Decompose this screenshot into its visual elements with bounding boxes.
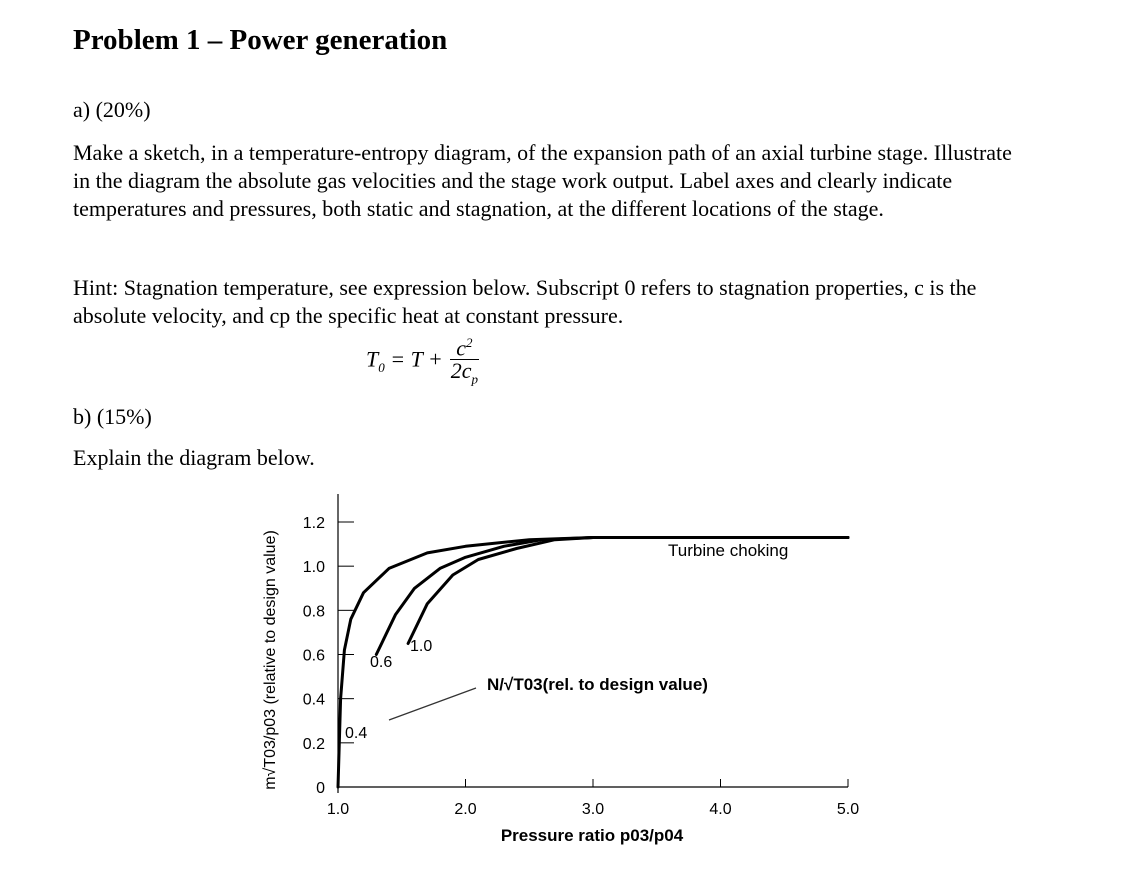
part-a-heading: a) (20%) xyxy=(73,97,151,122)
speed-annotation: N/√T03(rel. to design value) xyxy=(487,675,708,694)
x-tick-label: 1.0 xyxy=(326,801,350,818)
hint-text: Hint: Stagnation temperature, see expression below. Subscript 0 refers to stagnation properties, c is the absolute velocity, and cp the specific heat at constant pressure. xyxy=(73,275,977,328)
y-tick-label: 0 xyxy=(316,780,325,797)
speed-annotation-leader xyxy=(389,688,476,720)
formula-denominator: $2c_p$ xyxy=(450,358,479,387)
y-axis-title: m√T03/p03 (relative to design value) xyxy=(262,530,279,790)
chart-curves xyxy=(338,538,848,788)
curve-label-0-6: 0.6 xyxy=(370,654,393,671)
formula-rhs: = T + xyxy=(390,346,443,372)
x-axis-title: Pressure ratio p03/p04 xyxy=(500,826,684,845)
y-tick-label: 0.4 xyxy=(302,691,325,709)
part-a-text: Make a sketch, in a temperature-entropy diagram, of the expansion path of an axial turbine stage. Illustrate in the diagram the absolute gas velocities and the stage work output. Label axes and clearly indicate temperatures and pressures, both static and stagnation, at the different locations of the stage. xyxy=(73,140,1012,221)
y-tick-label: 0.2 xyxy=(302,735,325,753)
formula-lhs-sub: 0 xyxy=(378,359,385,375)
x-tick-label: 5.0 xyxy=(836,801,860,818)
choking-annotation: Turbine choking xyxy=(668,541,789,560)
part-b-text: Explain the diagram below. xyxy=(73,445,315,470)
y-tick-label: 0.8 xyxy=(302,603,325,621)
x-tick-label: 4.0 xyxy=(709,801,732,818)
y-tick-label: 1.2 xyxy=(302,515,325,532)
y-tick-label: 0.6 xyxy=(302,647,325,665)
problem-title: Problem 1 – Power generation xyxy=(73,24,448,56)
x-tick-label: 3.0 xyxy=(581,801,605,818)
x-tick-label: 2.0 xyxy=(454,801,477,818)
curve-label-1-0: 1.0 xyxy=(410,638,433,655)
formula-numerator: $c^2$ xyxy=(450,332,478,360)
part-b-heading: b) (15%) xyxy=(73,404,152,429)
y-tick-label: 1.0 xyxy=(302,559,325,577)
curve-speed-0-4 xyxy=(338,538,848,788)
curve-label-0-4: 0.4 xyxy=(345,725,368,742)
formula-lhs: T xyxy=(366,346,379,372)
